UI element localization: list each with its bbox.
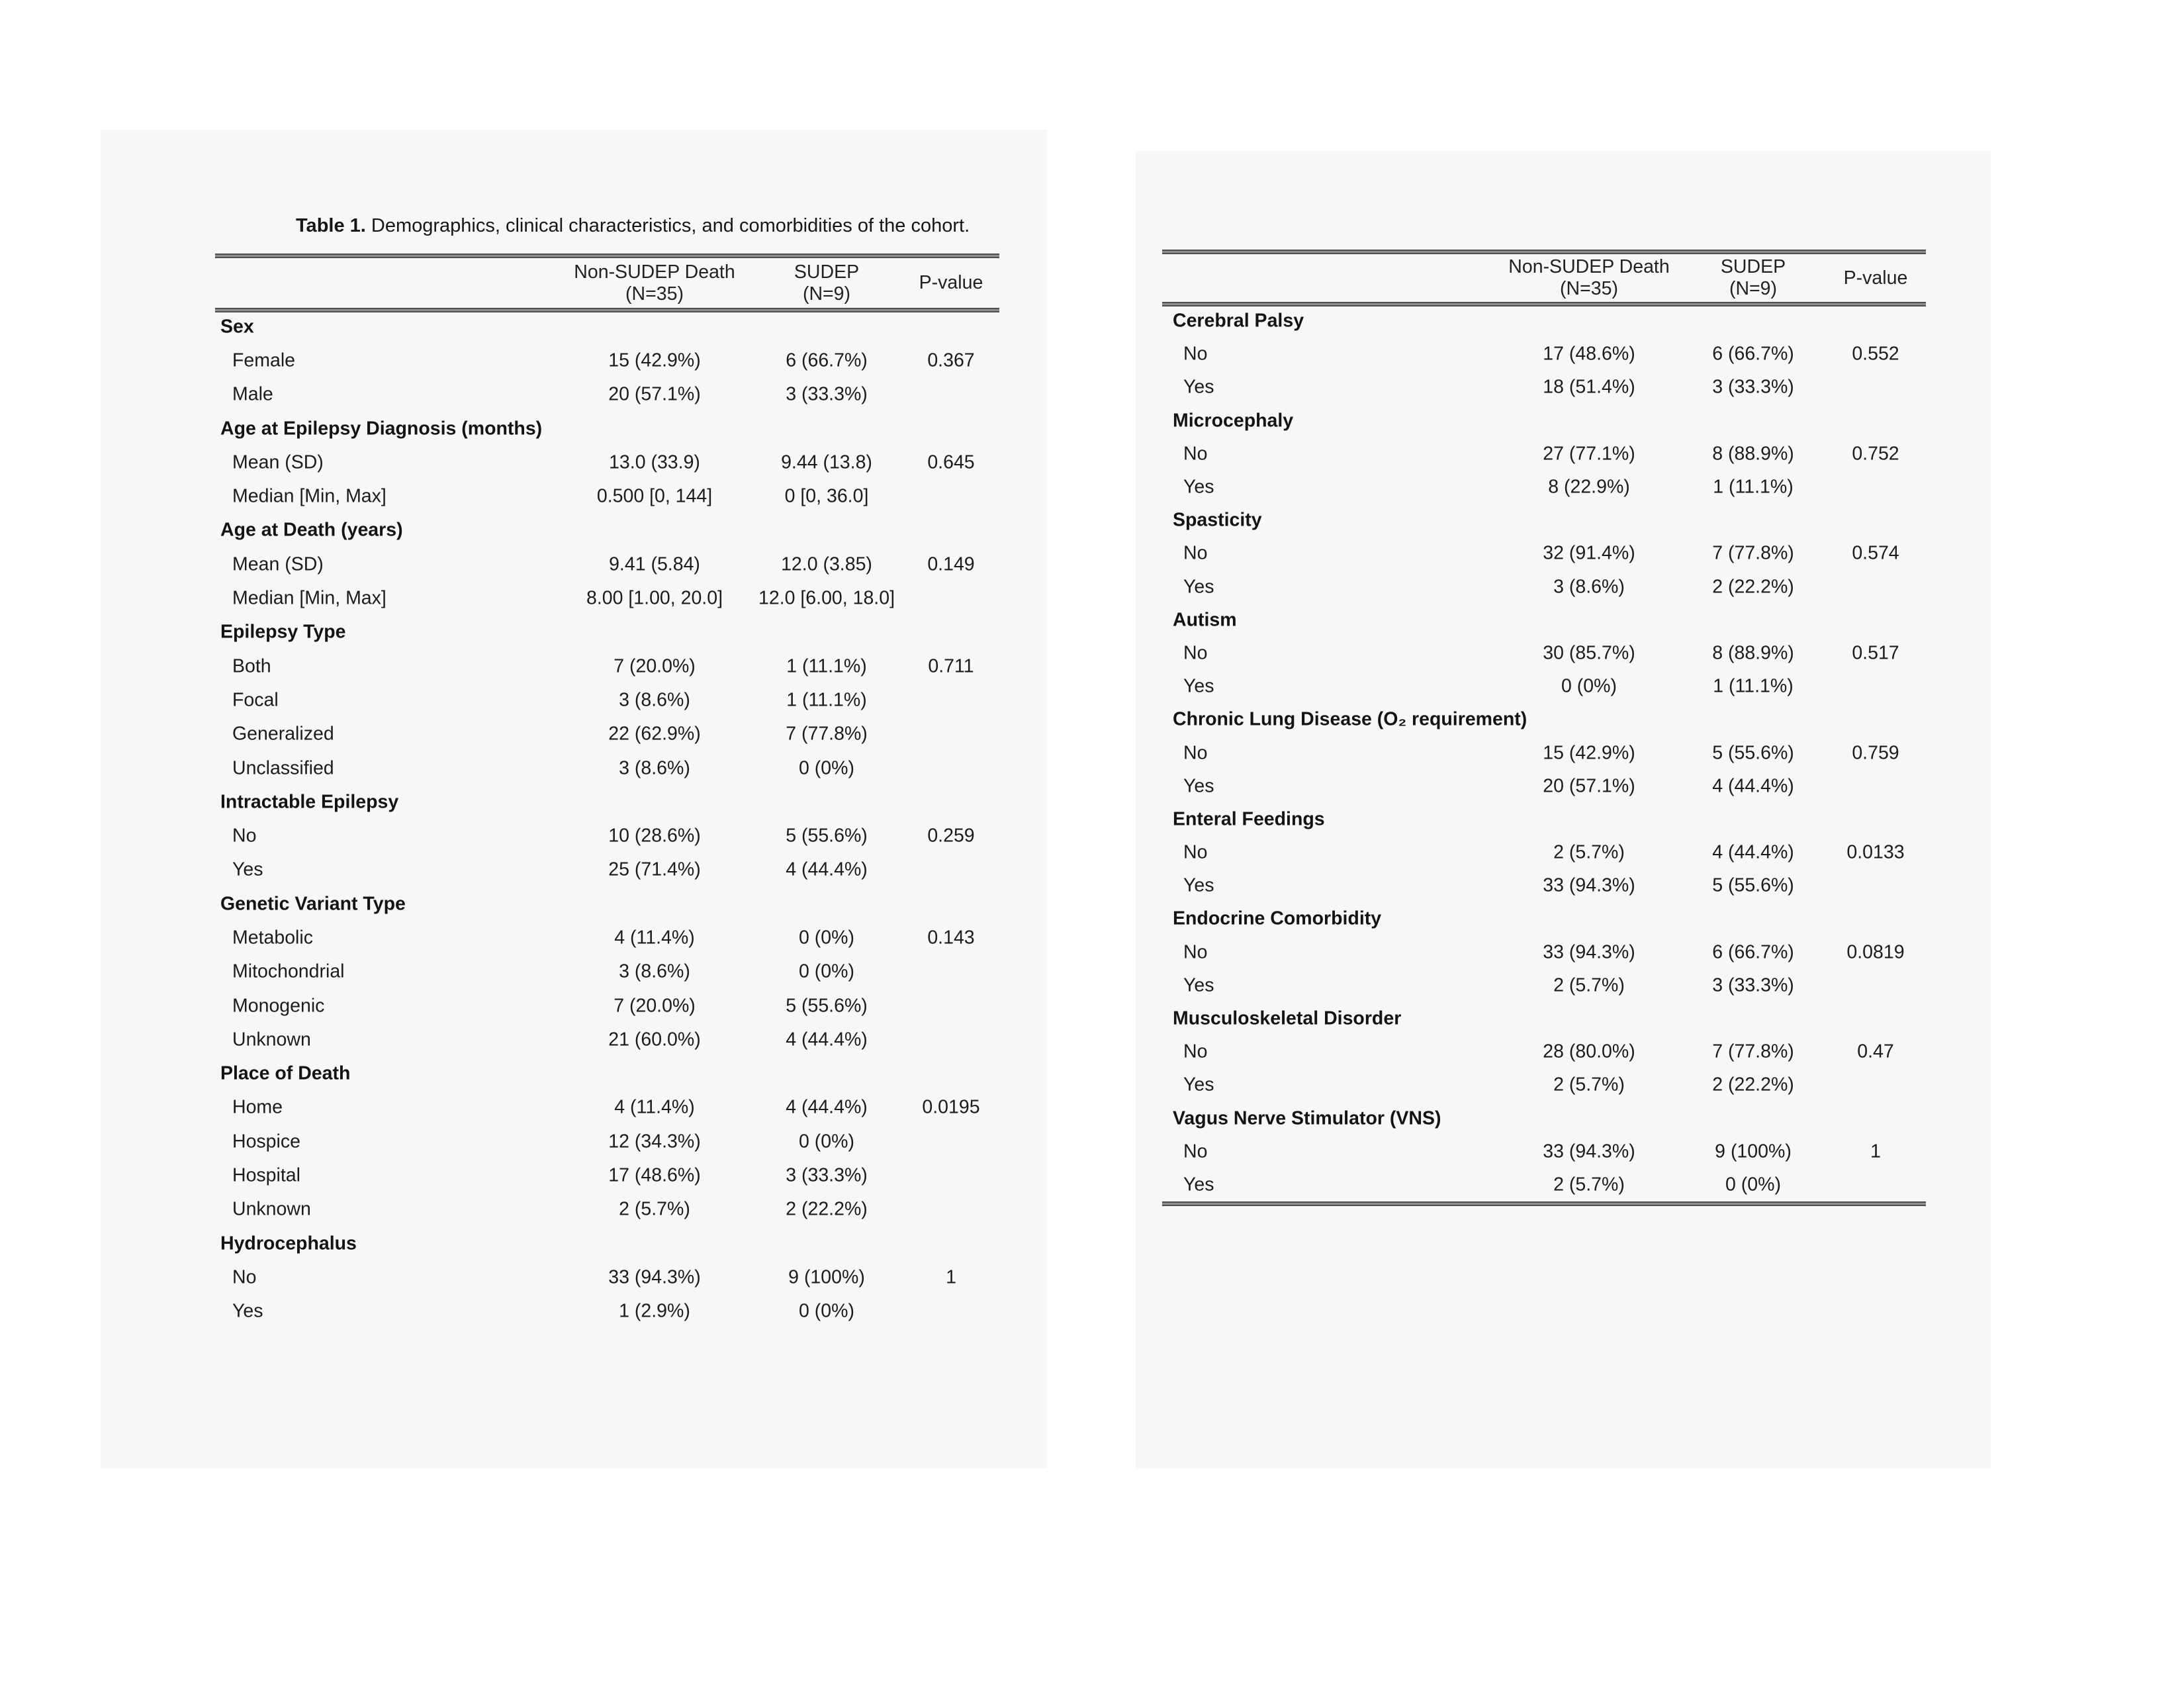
non-sudep-value: 2 (5.7%)	[1553, 1074, 1625, 1096]
sudep-value: 12.0 (3.85)	[781, 553, 872, 575]
sudep-value: 7 (77.8%)	[786, 723, 868, 745]
sudep-value: 4 (44.4%)	[786, 1029, 868, 1051]
data-row	[215, 1193, 999, 1227]
row-label: Unclassified	[232, 757, 334, 778]
data-row	[215, 819, 999, 853]
table-header	[215, 258, 999, 308]
sudep-value: 5 (55.6%)	[1712, 874, 1794, 896]
section-row	[215, 310, 999, 344]
non-sudep-value: 12 (34.3%)	[608, 1131, 701, 1152]
table-top-rule	[215, 254, 999, 258]
non-sudep-value: 17 (48.6%)	[1543, 343, 1635, 365]
section-row	[215, 785, 999, 819]
sudep-value: 4 (44.4%)	[786, 859, 868, 880]
sudep-value: 2 (22.2%)	[1712, 1074, 1794, 1096]
row-label: Enteral Feedings	[1173, 808, 1325, 830]
row-label: Median [Min, Max]	[232, 587, 387, 609]
column-header-line: SUDEP	[1720, 256, 1786, 277]
sudep-value: 6 (66.7%)	[1712, 343, 1794, 365]
non-sudep-value: 7 (20.0%)	[614, 995, 696, 1017]
row-label: Monogenic	[232, 995, 325, 1017]
non-sudep-value: 30 (85.7%)	[1543, 642, 1635, 664]
non-sudep-value: 2 (5.7%)	[1553, 974, 1625, 996]
column-header-line: Non-SUDEP Death	[1508, 256, 1670, 277]
row-label: Yes	[1183, 874, 1214, 896]
sudep-value: 9.44 (13.8)	[781, 451, 872, 473]
data-row	[215, 1023, 999, 1056]
column-header-line: P-value	[919, 272, 983, 293]
row-label: Yes	[1183, 576, 1214, 598]
table-rows	[215, 310, 999, 1329]
row-label: Musculoskeletal Disorder	[1173, 1008, 1402, 1029]
row-label: Yes	[1183, 1074, 1214, 1096]
p-value: 0.752	[1852, 443, 1899, 465]
data-row	[215, 649, 999, 683]
section-row	[215, 412, 999, 445]
section-row	[215, 1057, 999, 1091]
non-sudep-value: 33 (94.3%)	[608, 1266, 701, 1288]
data-row	[1162, 869, 1926, 902]
row-label: Chronic Lung Disease (O₂ requirement)	[1173, 708, 1527, 730]
non-sudep-value: 33 (94.3%)	[1543, 874, 1635, 896]
p-value: 0.759	[1852, 742, 1899, 764]
section-row	[1162, 1102, 1926, 1135]
sudep-value: 8 (88.9%)	[1712, 443, 1794, 465]
row-label: Male	[232, 383, 273, 405]
data-row	[215, 1091, 999, 1125]
section-row	[215, 514, 999, 547]
p-value: 0.143	[927, 927, 975, 949]
p-value: 0.367	[927, 350, 975, 371]
row-label: Cerebral Palsy	[1173, 310, 1304, 332]
sudep-value: 1 (11.1%)	[1713, 476, 1794, 498]
sudep-value: 3 (33.3%)	[786, 383, 868, 405]
demographics-table-left	[215, 254, 999, 1339]
data-row	[215, 445, 999, 479]
column-header-line: (N=35)	[625, 283, 684, 305]
column-header-line: SUDEP	[794, 261, 860, 283]
data-row	[1162, 770, 1926, 803]
section-row	[1162, 803, 1926, 836]
table-caption-number: Table 1.	[296, 215, 366, 236]
table-bottom-rule	[1162, 1201, 1926, 1206]
data-row	[215, 1295, 999, 1329]
p-value: 0.149	[927, 553, 975, 575]
sudep-value: 1 (11.1%)	[786, 689, 867, 711]
comorbidities-table-right	[1162, 250, 1926, 1206]
data-row	[1162, 471, 1926, 504]
row-label: No	[1183, 343, 1208, 365]
non-sudep-value: 3 (8.6%)	[619, 961, 690, 982]
data-row	[1162, 338, 1926, 371]
row-label: Mean (SD)	[232, 553, 324, 575]
data-row	[215, 921, 999, 955]
sudep-value: 6 (66.7%)	[1712, 941, 1794, 963]
row-label: Hospital	[232, 1164, 300, 1186]
non-sudep-value: 21 (60.0%)	[608, 1029, 701, 1051]
section-row	[1162, 305, 1926, 338]
non-sudep-value: 18 (51.4%)	[1543, 376, 1635, 398]
sudep-value: 0 (0%)	[799, 961, 854, 982]
data-row	[1162, 637, 1926, 670]
non-sudep-value: 4 (11.4%)	[614, 927, 695, 949]
sudep-value: 0 (0%)	[799, 1131, 854, 1152]
non-sudep-value: 15 (42.9%)	[1543, 742, 1635, 764]
p-value: 0.574	[1852, 542, 1899, 564]
column-header-p-value	[839, 258, 1064, 308]
sudep-value: 3 (33.3%)	[1712, 376, 1794, 398]
sudep-value: 2 (22.2%)	[786, 1198, 868, 1220]
sudep-value: 2 (22.2%)	[1712, 576, 1794, 598]
data-row	[1162, 1035, 1926, 1068]
data-row	[215, 581, 999, 615]
data-row	[1162, 736, 1926, 769]
row-label: Focal	[232, 689, 279, 711]
non-sudep-value: 0.500 [0, 144]	[596, 485, 713, 507]
non-sudep-value: 15 (42.9%)	[608, 350, 701, 371]
sudep-value: 0 [0, 36.0]	[784, 485, 869, 507]
row-label: Yes	[1183, 1174, 1214, 1196]
row-label: No	[1183, 742, 1208, 764]
sudep-value: 7 (77.8%)	[1712, 1041, 1794, 1062]
row-label: Mitochondrial	[232, 961, 345, 982]
section-row	[215, 1227, 999, 1260]
non-sudep-value: 2 (5.7%)	[619, 1198, 690, 1220]
row-label: Genetic Variant Type	[220, 893, 406, 915]
sudep-value: 1 (11.1%)	[786, 655, 867, 677]
data-row	[1162, 670, 1926, 703]
row-label: Mean (SD)	[232, 451, 324, 473]
non-sudep-value: 33 (94.3%)	[1543, 941, 1635, 963]
row-label: No	[1183, 941, 1208, 963]
p-value: 0.517	[1852, 642, 1899, 664]
row-label: Yes	[1183, 376, 1214, 398]
row-label: Generalized	[232, 723, 334, 745]
row-label: No	[1183, 841, 1208, 863]
row-label: Sex	[220, 316, 254, 338]
table-top-rule	[1162, 250, 1926, 254]
non-sudep-value: 7 (20.0%)	[614, 655, 696, 677]
sudep-value: 5 (55.6%)	[1712, 742, 1794, 764]
non-sudep-value: 25 (71.4%)	[608, 859, 701, 880]
row-label: Yes	[232, 1300, 263, 1322]
non-sudep-value: 20 (57.1%)	[1543, 775, 1635, 797]
row-label: Female	[232, 350, 296, 371]
sudep-value: 3 (33.3%)	[786, 1164, 868, 1186]
data-row	[215, 547, 999, 581]
section-row	[215, 616, 999, 649]
p-value: 0.0133	[1846, 841, 1905, 863]
data-row	[1162, 1135, 1926, 1168]
non-sudep-value: 3 (8.6%)	[619, 689, 690, 711]
data-row	[215, 989, 999, 1023]
data-row	[215, 479, 999, 513]
sudep-value: 1 (11.1%)	[1713, 675, 1794, 697]
data-row	[1162, 969, 1926, 1002]
column-header-line: (N=9)	[1729, 278, 1778, 299]
p-value: 0.0819	[1846, 941, 1905, 963]
section-row	[1162, 404, 1926, 438]
non-sudep-value: 0 (0%)	[1561, 675, 1617, 697]
row-label: No	[1183, 443, 1208, 465]
data-row	[215, 718, 999, 751]
column-header-p-value	[1763, 254, 1988, 302]
non-sudep-value: 8.00 [1.00, 20.0]	[586, 587, 723, 609]
sudep-value: 9 (100%)	[788, 1266, 865, 1288]
row-label: Spasticity	[1173, 509, 1262, 531]
sudep-value: 5 (55.6%)	[786, 825, 868, 847]
non-sudep-value: 1 (2.9%)	[619, 1300, 690, 1322]
row-label: No	[1183, 1041, 1208, 1062]
row-label: Epilepsy Type	[220, 621, 346, 643]
non-sudep-value: 4 (11.4%)	[614, 1096, 695, 1118]
data-row	[215, 1158, 999, 1192]
non-sudep-value: 20 (57.1%)	[608, 383, 701, 405]
table-caption-text: Demographics, clinical characteristics, and comorbidities of the cohort.	[365, 215, 970, 236]
table-caption	[296, 214, 970, 237]
row-label: Yes	[232, 859, 263, 880]
sudep-value: 6 (66.7%)	[786, 350, 868, 371]
row-label: No	[232, 1266, 257, 1288]
row-label: Hospice	[232, 1131, 300, 1152]
row-label: Metabolic	[232, 927, 313, 949]
data-row	[1162, 537, 1926, 570]
row-label: Home	[232, 1096, 283, 1118]
row-label: Hydrocephalus	[220, 1233, 357, 1254]
row-label: Age at Death (years)	[220, 519, 403, 541]
row-label: Both	[232, 655, 271, 677]
sudep-value: 0 (0%)	[799, 1300, 854, 1322]
table-rows	[1162, 305, 1926, 1201]
data-row	[1162, 1168, 1926, 1201]
p-value: 0.47	[1857, 1041, 1894, 1062]
non-sudep-value: 2 (5.7%)	[1553, 841, 1625, 863]
sudep-value: 4 (44.4%)	[1712, 841, 1794, 863]
section-row	[1162, 604, 1926, 637]
row-label: Yes	[1183, 775, 1214, 797]
non-sudep-value: 33 (94.3%)	[1543, 1141, 1635, 1162]
sudep-value: 3 (33.3%)	[1712, 974, 1794, 996]
row-label: Unknown	[232, 1029, 311, 1051]
sudep-value: 7 (77.8%)	[1712, 542, 1794, 564]
row-label: Place of Death	[220, 1062, 351, 1084]
row-label: No	[1183, 642, 1208, 664]
row-label: Age at Epilepsy Diagnosis (months)	[220, 418, 543, 440]
data-row	[1162, 371, 1926, 404]
row-label: Yes	[1183, 476, 1214, 498]
non-sudep-value: 17 (48.6%)	[608, 1164, 701, 1186]
row-label: Yes	[1183, 974, 1214, 996]
section-row	[1162, 1002, 1926, 1035]
non-sudep-value: 32 (91.4%)	[1543, 542, 1635, 564]
p-value: 0.259	[927, 825, 975, 847]
non-sudep-value: 28 (80.0%)	[1543, 1041, 1635, 1062]
sudep-value: 0 (0%)	[799, 757, 854, 778]
row-label: Endocrine Comorbidity	[1173, 908, 1382, 929]
section-row	[1162, 504, 1926, 537]
p-value: 0.711	[928, 655, 974, 677]
non-sudep-value: 22 (62.9%)	[608, 723, 701, 745]
sudep-value: 12.0 [6.00, 18.0]	[758, 587, 895, 609]
p-value: 0.645	[927, 451, 975, 473]
row-label: Microcephaly	[1173, 410, 1294, 432]
row-label: Autism	[1173, 609, 1237, 631]
non-sudep-value: 3 (8.6%)	[1553, 576, 1625, 598]
table-header	[1162, 254, 1926, 302]
column-header-line: (N=9)	[802, 283, 851, 305]
sudep-value: 0 (0%)	[1725, 1174, 1781, 1196]
data-row	[215, 1125, 999, 1158]
column-header-line: Non-SUDEP Death	[574, 261, 735, 283]
data-row	[1162, 438, 1926, 471]
row-label: Unknown	[232, 1198, 311, 1220]
non-sudep-value: 9.41 (5.84)	[609, 553, 700, 575]
non-sudep-value: 27 (77.1%)	[1543, 443, 1635, 465]
non-sudep-value: 3 (8.6%)	[619, 757, 690, 778]
sudep-value: 9 (100%)	[1715, 1141, 1792, 1162]
sudep-value: 4 (44.4%)	[1712, 775, 1794, 797]
p-value: 0.0195	[922, 1096, 980, 1118]
row-label: Vagus Nerve Stimulator (VNS)	[1173, 1107, 1441, 1129]
sudep-value: 5 (55.6%)	[786, 995, 868, 1017]
data-row	[1162, 836, 1926, 869]
data-row	[215, 751, 999, 785]
data-row	[1162, 1068, 1926, 1102]
p-value: 0.552	[1852, 343, 1899, 365]
section-row	[1162, 902, 1926, 935]
row-label: Intractable Epilepsy	[220, 791, 399, 813]
non-sudep-value: 10 (28.6%)	[608, 825, 701, 847]
row-label: No	[1183, 542, 1208, 564]
data-row	[215, 1260, 999, 1294]
data-row	[215, 853, 999, 887]
sudep-value: 4 (44.4%)	[786, 1096, 868, 1118]
column-header-line: P-value	[1843, 267, 1908, 289]
row-label: Median [Min, Max]	[232, 485, 387, 507]
row-label: No	[232, 825, 257, 847]
data-row	[1162, 571, 1926, 604]
row-label: Yes	[1183, 675, 1214, 697]
non-sudep-value: 13.0 (33.9)	[609, 451, 700, 473]
data-row	[215, 955, 999, 989]
non-sudep-value: 8 (22.9%)	[1548, 476, 1630, 498]
p-value: 1	[1870, 1141, 1881, 1162]
section-row	[215, 887, 999, 921]
sudep-value: 0 (0%)	[799, 927, 854, 949]
data-row	[1162, 936, 1926, 969]
data-row	[215, 683, 999, 717]
non-sudep-value: 2 (5.7%)	[1553, 1174, 1625, 1196]
data-row	[215, 344, 999, 377]
row-label: No	[1183, 1141, 1208, 1162]
p-value: 1	[946, 1266, 956, 1288]
sudep-value: 8 (88.9%)	[1712, 642, 1794, 664]
section-row	[1162, 703, 1926, 736]
column-header-line: (N=35)	[1560, 278, 1618, 299]
data-row	[215, 378, 999, 412]
